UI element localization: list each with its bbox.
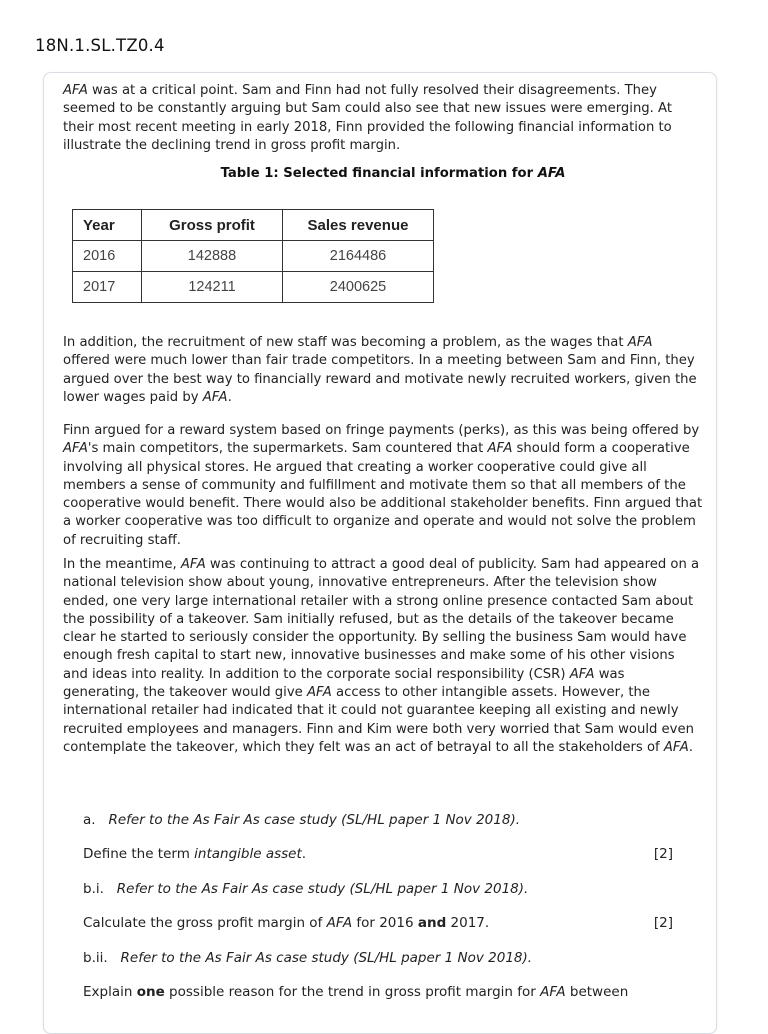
question-bii-prompt: Explain one possible reason for the trend in gross profit margin for AFA between	[83, 984, 629, 1000]
question-a-prompt: Define the term intangible asset. [2]	[83, 846, 673, 862]
table-cell: 2016	[73, 241, 142, 272]
question-bi-reference: b.i. Refer to the As Fair As case study (SL/HL paper 1 Nov 2018).	[83, 881, 529, 897]
table-cell: 124211	[142, 272, 283, 303]
question-bii-reference: b.ii. Refer to the As Fair As case study (SL/HL paper 1 Nov 2018).	[83, 950, 533, 966]
table-cell: 2400625	[283, 272, 434, 303]
case-paragraph-3: Finn argued for a reward system based on fringe payments (perks), as this was being offered by AFA's main competitors, the supermarkets. Sam countered that AFA should form a cooperative involving all physical stores. He argued that creating a worker cooperative could give all members a sense of community and fulfillment and motivate them so that all members of the cooperative would benefit. There would also be additional stakeholder benefits. Finn argued that a worker cooperative was too difficult to organize and operate and would not solve the problem of recruiting staff.	[63, 423, 703, 548]
marks-badge: [2]	[653, 846, 673, 862]
table-caption: Table 1: Selected financial information for AFA	[220, 166, 566, 182]
case-paragraph-1: AFA was at a critical point. Sam and Finn had not fully resolved their disagreements. They seemed to be constantly arguing but Sam could also see that new issues were emerging. At their most recent meeting in early 2018, Finn provided the following financial information to illustrate the declining trend in gross profit margin.	[63, 83, 673, 153]
question-bi-prompt: Calculate the gross profit margin of AFA for 2016 and 2017. [2]	[83, 915, 673, 931]
table-cell: 2164486	[283, 241, 434, 272]
table-row	[73, 272, 434, 303]
table-cell: 142888	[142, 241, 283, 272]
table-cell: 2017	[73, 272, 142, 303]
case-study-card	[43, 72, 717, 1034]
question-code: 18N.1.SL.TZ0.4	[35, 36, 165, 55]
case-study-content	[63, 82, 703, 1000]
table-header-year: Year	[73, 210, 142, 241]
question-a-reference: a. Refer to the As Fair As case study (SL/HL paper 1 Nov 2018).	[83, 812, 520, 828]
case-paragraph-2: In addition, the recruitment of new staff was becoming a problem, as the wages that AFA offered were much lower than fair trade competitors. In a meeting between Sam and Finn, they argued over the best way to financially reward and motivate newly recruited workers, given the lower wages paid by AFA.	[63, 335, 697, 405]
table-row	[73, 241, 434, 272]
case-paragraph-4: In the meantime, AFA was continuing to attract a good deal of publicity. Sam had appeared on a national television show about young, innovative entrepreneurs. After the television show ended, one very large international retailer with a strong online presence contacted Sam about the possibility of a takeover. Sam initially refused, but as the details of the takeover became clear he started to seriously consider the opportunity. By selling the business Sam would have enough fresh capital to start new, innovative businesses and make some of his other visions and ideas into reality. In addition to the corporate social responsibility (CSR) AFA was generating, the takeover would give AFA access to other intangible assets. However, the international retailer had indicated that it could not guarantee keeping all existing and newly recruited employees and managers. Finn and Kim were both very worried that Sam would even contemplate the takeover, which they felt was an act of betrayal to all the stakeholders of AFA.	[63, 557, 700, 755]
table-header-gross-profit: Gross profit	[142, 210, 283, 241]
table-header-row	[73, 210, 434, 241]
financial-table	[72, 209, 434, 303]
table-header-sales-revenue: Sales revenue	[283, 210, 434, 241]
marks-badge: [2]	[653, 915, 673, 931]
